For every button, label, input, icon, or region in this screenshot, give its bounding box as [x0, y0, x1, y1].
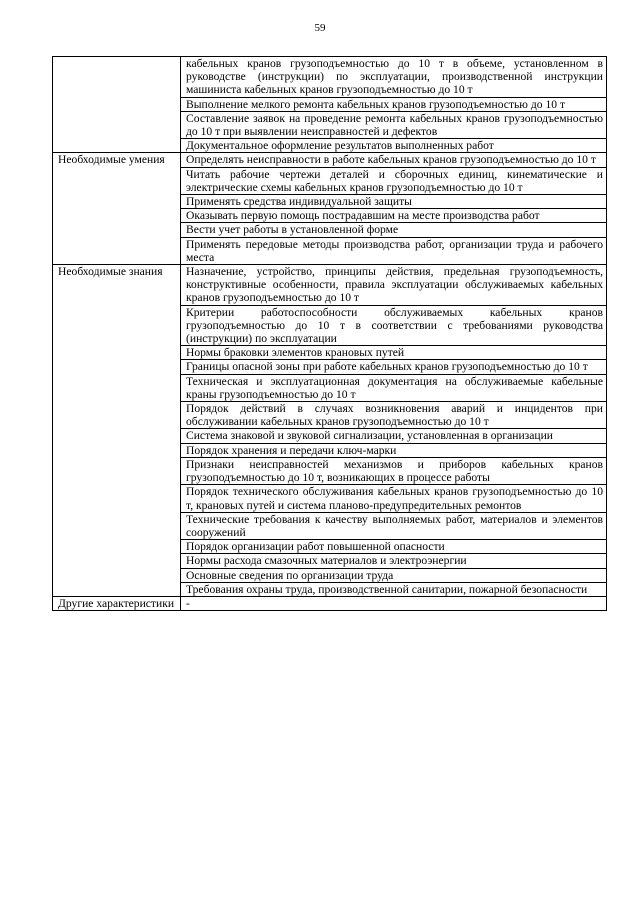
row-text: Признаки неисправностей механизмов и приборов кабельных кранов грузоподъемностью до 10 т, возникающих в процессе работы — [181, 457, 607, 484]
page-number: 59 — [314, 22, 326, 34]
row-text: Назначение, устройство, принципы действия, предельная грузоподъемность, конструктивные особенности, правила эксплуатации обслуживаемых кабельных кранов грузоподъемностью до 10 т — [181, 265, 607, 306]
table-row — [53, 596, 607, 610]
row-text: Границы опасной зоны при работе кабельных кранов грузоподъемностью до 10 т — [181, 360, 607, 374]
row-text: Вести учет работы в установленной форме — [181, 223, 607, 237]
row-label — [53, 57, 181, 153]
row-text: Основные сведения по организации труда — [181, 568, 607, 582]
row-label: Необходимые умения — [53, 153, 181, 265]
row-text: Порядок организации работ повышенной опасности — [181, 540, 607, 554]
table-row — [53, 57, 607, 98]
row-text: Применять средства индивидуальной защиты — [181, 195, 607, 209]
row-text: Система знаковой и звуковой сигнализации, установленная в организации — [181, 429, 607, 443]
row-text: Технические требования к качеству выполняемых работ, материалов и элементов сооружений — [181, 512, 607, 539]
row-text: кабельных кранов грузоподъемностью до 10 т в объеме, установленном в руководстве (инструкции) по эксплуатации, производственной инструкции машиниста кабельных кранов грузоподъемностью до 10 т — [181, 57, 607, 98]
row-text: Нормы расхода смазочных материалов и электроэнергии — [181, 554, 607, 568]
row-text: Порядок хранения и передачи ключ-марки — [181, 443, 607, 457]
qualification-table — [52, 56, 607, 611]
row-text: Составление заявок на проведение ремонта кабельных кранов грузоподъемностью до 10 т при выявлении неисправностей и дефектов — [181, 111, 607, 138]
row-text: Документальное оформление результатов выполненных работ — [181, 139, 607, 153]
row-text: Выполнение мелкого ремонта кабельных кранов грузоподъемностью до 10 т — [181, 97, 607, 111]
row-text: Порядок действий в случаях возникновения аварий и инцидентов при обслуживании кабельных кранов грузоподъемностью до 10 т — [181, 402, 607, 429]
row-text: Читать рабочие чертежи деталей и сборочных единиц, кинематические и электрические схемы кабельных кранов грузоподъемностью до 10 т — [181, 167, 607, 194]
table-body — [53, 57, 607, 611]
row-text: Определять неисправности в работе кабельных кранов грузоподъемностью до 10 т — [181, 153, 607, 167]
row-text: Критерии работоспособности обслуживаемых кабельных кранов грузоподъемностью до 10 т в соответствии с требованиями руководства (инструкции) по эксплуатации — [181, 305, 607, 346]
row-text: Порядок технического обслуживания кабельных кранов грузоподъемностью до 10 т, крановых путей и система планово-предупредительных ремонтов — [181, 485, 607, 512]
row-text: Требования охраны труда, производственной санитарии, пожарной безопасности — [181, 582, 607, 596]
table-row — [53, 265, 607, 306]
row-text: Нормы браковки элементов крановых путей — [181, 346, 607, 360]
row-text: Применять передовые методы производства работ, организации труда и рабочего места — [181, 237, 607, 264]
row-text: Техническая и эксплуатационная документация на обслуживаемые кабельные краны грузоподъемностью до 10 т — [181, 374, 607, 401]
row-text: Оказывать первую помощь пострадавшим на месте производства работ — [181, 209, 607, 223]
row-label: Необходимые знания — [53, 265, 181, 597]
row-label: Другие характеристики — [53, 596, 181, 610]
row-text: - — [181, 596, 607, 610]
table-row — [53, 153, 607, 167]
